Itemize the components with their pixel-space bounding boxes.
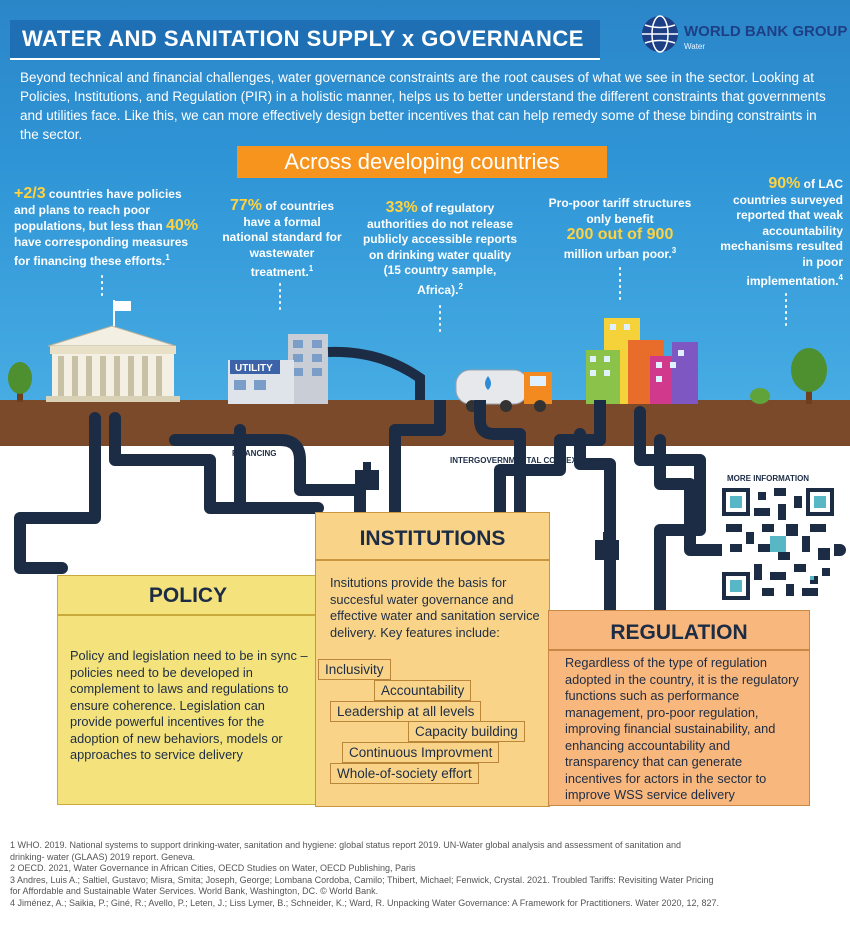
policy-text: Policy and legislation need to be in sync – policies need to be developed in complement to laws and regulations to ensure coherence. Legislation can provide powerful incentives for the adoption of new behaviors, models or approaches to service delivery: [70, 648, 308, 762]
regulation-box: [548, 610, 810, 806]
stat-text-0: Pro-poor tariff structures only benefit: [548, 196, 692, 226]
stat-text: of regulatory authorities do not release publicly accessible reports on drinking water quality (15 country sample, Africa).: [362, 201, 518, 297]
valve-icon: [352, 462, 382, 496]
utility-building-icon: [228, 334, 328, 404]
stat-highlight: 33%: [385, 199, 418, 216]
government-building-icon: [46, 300, 180, 402]
stat-ref: 2: [458, 281, 463, 291]
stat-text: countries have policies and plans to reach poor populations, but less than: [14, 187, 182, 233]
footnote: for Affordable and Sustainable Water Services. World Bank, Washington, DC. © World Bank.: [10, 886, 379, 896]
stat-ref: 1: [308, 264, 314, 273]
stat-ref: 4: [838, 273, 843, 282]
feature-item: Accountability: [374, 680, 471, 701]
institutions-title: INSTITUTIONS: [359, 527, 506, 550]
regulation-text: Regardless of the type of regulation adopted in the country, it is the regulatory functions such as performance management, pro-poor regulation, improving financial sustainability, and enhancing accountability and transparency that can generate incentives for actors in the sector to improve WSS service delivery: [565, 655, 799, 802]
intro-paragraph: Beyond technical and financial challenges, water governance constraints are the root causes of what we see in the sector. Looking at Policies, Institutions, and Regulation (PIR) in a holistic manner, helps us to better understand the different constraints that governments and utilities face. Like this, we can more effectively design better incentives that can help remedy some of these binding constraints in the sector.: [20, 70, 826, 142]
stat-ref: 3: [671, 245, 677, 255]
logo-sub: Water: [684, 42, 706, 51]
policy-box: [57, 575, 319, 805]
feature-item: Continuous Improvment: [342, 742, 499, 763]
tree-icon: [8, 362, 32, 402]
financing-label: FINANCING: [232, 449, 277, 458]
stat-highlight: +2/3: [14, 185, 46, 202]
valve-icon: [592, 532, 622, 566]
page-title: WATER AND SANITATION SUPPLY x GOVERNANCE: [22, 26, 584, 51]
regulation-title: REGULATION: [610, 621, 748, 644]
stat-highlight-2: 40%: [166, 217, 199, 234]
stat-text: of LAC countries surveyed reported that weak accountability mechanisms resulted in poor implementation.: [720, 177, 843, 288]
feature-item: Whole-of-society effort: [330, 763, 479, 784]
stat-text: of countries have a formal national standard for wastewater treatment.: [222, 199, 342, 279]
feature-item: Capacity building: [408, 721, 525, 742]
stat-ref: 1: [165, 253, 170, 262]
utility-sign: UTILITY: [235, 363, 273, 374]
feature-item: Leadership at all levels: [330, 701, 481, 722]
apartment-buildings-icon: [586, 318, 698, 404]
footnote: 1 WHO. 2019. National systems to support drinking-water, sanitation and hygiene: global status report 2019. UN-Water global analysis and assessment of sanitation and: [10, 840, 682, 850]
footnote: 2 OECD. 2021, Water Governance in African Cities, OECD Studies on Water, OECD Publishing, Paris: [10, 863, 416, 873]
scene: [0, 0, 850, 450]
footnote: 4 Jiménez, A.; Saikia, P.; Giné, R.; Avello, P.; Leten, J.; Liss Lymer, B.; Schneider, K.; Ward, R. Unpacking Water Governance: A Framework for Practitioners. Water 2020, 12, 827.: [10, 897, 719, 908]
stat-text: million urban poor.: [563, 246, 672, 261]
feature-item: Inclusivity: [318, 659, 391, 680]
institutions-text: Insitutions provide the basis for succesful water governance and effective water and sanitation service delivery. Key features include:: [330, 575, 540, 640]
footnote: drinking- water (GLAAS) 2019 report. Geneva.: [10, 851, 196, 862]
qr-code-icon[interactable]: [722, 488, 834, 600]
more-info-label: MORE INFORMATION: [727, 474, 810, 483]
footnote: 3 Andres, Luis A.; Saltiel, Gustavo; Misra, Smita; Joseph, George; Lombana Cordoba, Camilo; Thibert, Michael; Fenwick, Crystal. 2021. Troubled Tariffs: Revisiting Water Pricing: [10, 874, 714, 885]
stat-highlight: 90%: [768, 175, 801, 192]
policy-title: POLICY: [148, 584, 228, 607]
stat-highlight: 77%: [229, 197, 262, 214]
intergovernmental-label: INTERGOVERNMENTAL CONTEXT: [450, 456, 582, 465]
footnotes: [10, 840, 840, 909]
tree-icon: [750, 348, 827, 404]
logo-name: WORLD BANK GROUP: [684, 23, 848, 40]
banner-text: Across developing countries: [284, 149, 560, 174]
stat-highlight: 200 out of 900: [566, 226, 674, 243]
stat-text-2: have corresponding measures for financing these efforts.: [14, 234, 189, 268]
